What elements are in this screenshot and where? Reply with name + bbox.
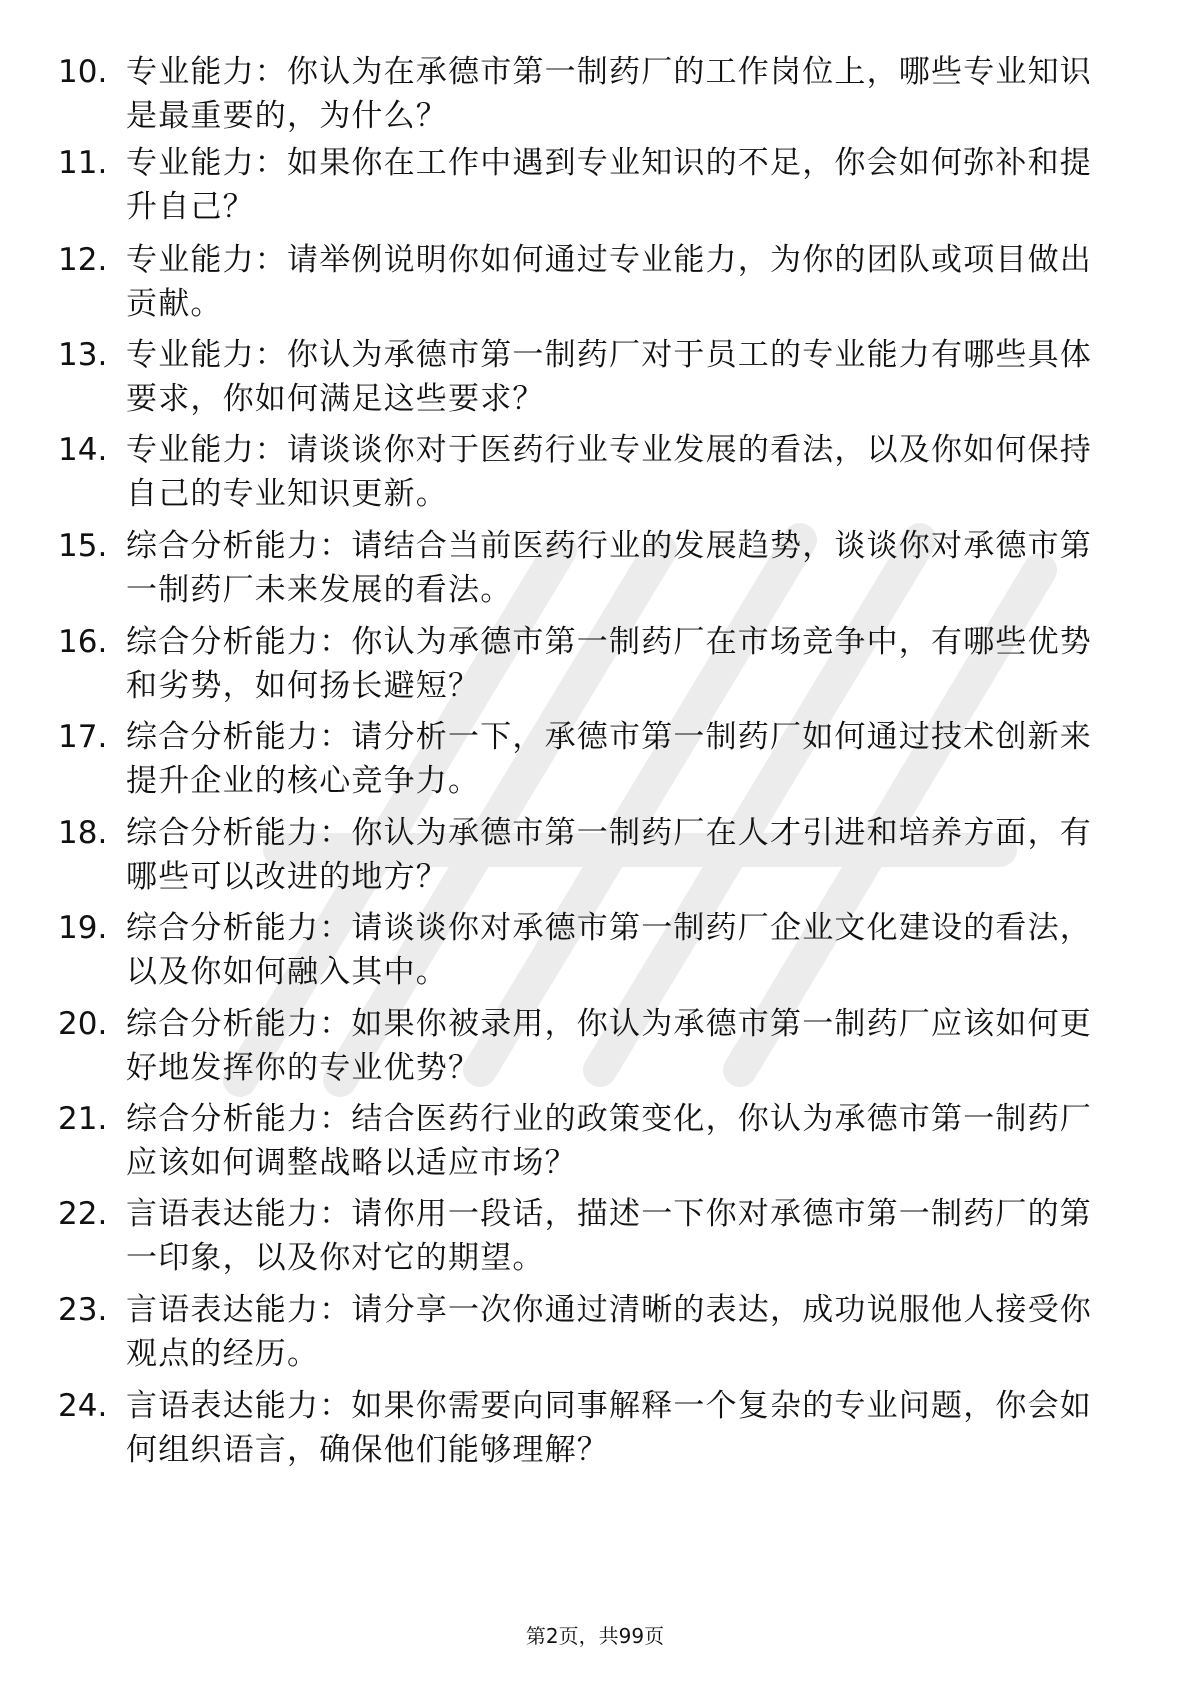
question-number: 21. [58, 1101, 108, 1137]
question-text: 综合分析能力：你认为承德市第一制药厂在市场竞争中，有哪些优势和劣势，如何扬长避短？ [126, 624, 1092, 704]
question-text: 综合分析能力：请结合当前医药行业的发展趋势，谈谈你对承德市第一制药厂未来发展的看法。 [126, 528, 1092, 608]
question-number: 18. [58, 815, 108, 851]
question-number: 24. [58, 1388, 108, 1424]
question-number: 20. [58, 1006, 108, 1042]
question-text: 综合分析能力：结合医药行业的政策变化，你认为承德市第一制药厂应该如何调整战略以适应市场？ [126, 1101, 1092, 1181]
question-text: 言语表达能力：请你用一段话，描述一下你对承德市第一制药厂的第一印象，以及你对它的期望。 [126, 1196, 1092, 1276]
question-item [0, 620, 1190, 710]
question-number: 13. [58, 337, 108, 373]
question-item [0, 715, 1190, 805]
question-item [0, 1002, 1190, 1092]
question-number: 23. [58, 1292, 108, 1328]
question-item [0, 50, 1190, 140]
page-number-footer: 第2页，共99页 [525, 1624, 665, 1648]
question-text: 综合分析能力：请谈谈你对承德市第一制药厂企业文化建设的看法，以及你如何融入其中。 [126, 910, 1092, 990]
question-item [0, 1097, 1190, 1187]
question-number: 15. [58, 528, 108, 564]
question-item [0, 141, 1190, 231]
question-number: 10. [58, 54, 108, 90]
question-item [0, 428, 1190, 518]
question-text: 专业能力：请举例说明你如何通过专业能力，为你的团队或项目做出贡献。 [126, 242, 1092, 322]
question-number: 11. [58, 145, 108, 181]
question-text: 言语表达能力：如果你需要向同事解释一个复杂的专业问题，你会如何组织语言，确保他们能够理解？ [126, 1388, 1092, 1468]
question-text: 综合分析能力：如果你被录用，你认为承德市第一制药厂应该如何更好地发挥你的专业优势？ [126, 1006, 1092, 1086]
question-item [0, 238, 1190, 328]
question-text: 综合分析能力：你认为承德市第一制药厂在人才引进和培养方面，有哪些可以改进的地方？ [126, 815, 1092, 895]
question-item [0, 524, 1190, 614]
question-text: 专业能力：如果你在工作中遇到专业知识的不足，你会如何弥补和提升自己？ [126, 145, 1092, 225]
question-text: 专业能力：你认为承德市第一制药厂对于员工的专业能力有哪些具体要求，你如何满足这些要求？ [126, 337, 1092, 417]
question-text: 专业能力：你认为在承德市第一制药厂的工作岗位上，哪些专业知识是最重要的，为什么？ [126, 54, 1092, 134]
question-item [0, 811, 1190, 901]
question-number: 12. [58, 242, 108, 278]
question-number: 19. [58, 910, 108, 946]
question-text: 综合分析能力：请分析一下，承德市第一制药厂如何通过技术创新来提升企业的核心竞争力。 [126, 719, 1092, 799]
question-number: 17. [58, 719, 108, 755]
question-item [0, 1288, 1190, 1378]
question-text: 专业能力：请谈谈你对于医药行业专业发展的看法，以及你如何保持自己的专业知识更新。 [126, 432, 1092, 512]
question-item [0, 906, 1190, 996]
question-number: 16. [58, 624, 108, 660]
question-text: 言语表达能力：请分享一次你通过清晰的表达，成功说服他人接受你观点的经历。 [126, 1292, 1092, 1372]
question-item [0, 1384, 1190, 1474]
question-number: 22. [58, 1196, 108, 1232]
question-item [0, 333, 1190, 423]
question-number: 14. [58, 432, 108, 468]
question-item [0, 1192, 1190, 1282]
